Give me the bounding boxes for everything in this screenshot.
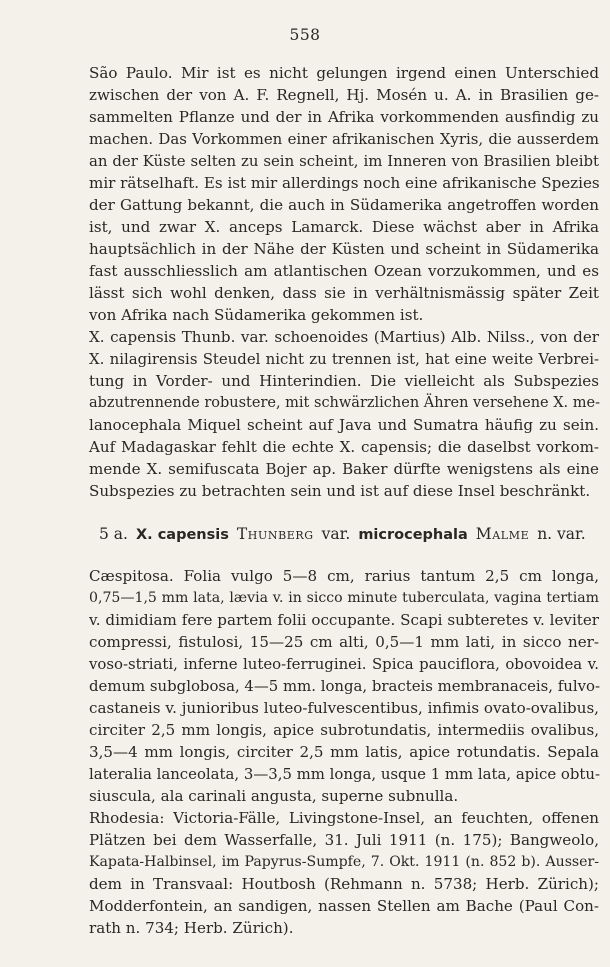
text-line: sammelten Pflanze und der in Afrika vorkommenden ausfindig zu [89,108,599,126]
text-line: mir rätselhaft. Es ist mir allerdings noch eine afrikanische Spezies [89,174,600,192]
text-line: Modderfontein, an sandigen, nassen Stellen am Bache (Paul Con- [89,897,599,915]
text-line: tung in Vorder- und Hinterindien. Die vielleicht als Subspezies [89,372,599,390]
page-number: 558 [289,26,321,44]
variety-name: microcephala [358,527,468,543]
variety-author: Malme [475,525,530,543]
species-author: Thunberg [236,525,314,543]
text-line: Plätzen bei dem Wasserfalle, 31. Juli 1911 (n. 175); Bangweolo, [89,831,599,849]
taxon-number: 5 a. [99,525,128,543]
text-line: circiter 2,5 mm longis, apice subrotundatis, intermediis ovalibus, [89,721,599,739]
text-line: v. dimidiam fere partem folii occupante. Scapi subteretes v. leviter [89,611,599,629]
text-line: abzutrennende robustere, mit schwärzlichen Ähren versehene X. me- [89,395,601,411]
text-line: hauptsächlich in der Nähe der Küsten und scheint in Südamerika [89,240,599,258]
text-line: 3,5—4 mm longis, circiter 2,5 mm latis, apice rotundatis. Sepala [89,743,599,761]
text-line: Rhodesia: Victoria-Fälle, Livingstone-Insel, an feuchten, offenen [89,809,599,827]
text-line: Cæspitosa. Folia vulgo 5—8 cm, rarius tantum 2,5 cm longa, [89,567,599,585]
text-line: fast ausschliesslich am atlantischen Ozean vorzukommen, und es [89,262,599,280]
species-name: X. capensis [135,527,229,543]
text-line: X. capensis Thunb. var. schoenoides (Martius) Alb. Nilss., von der [89,328,599,346]
taxon-heading [99,522,609,546]
text-line: Subspezies zu betrachten sein und ist auf diese Insel beschränkt. [89,482,591,500]
var-label: var. [321,525,351,543]
text-line: dem in Transvaal: Houtbosh (Rehmann n. 5738; Herb. Zürich); [89,875,599,893]
text-line: São Paulo. Mir ist es nicht gelungen irgend einen Unterschied [89,64,599,82]
text-line: compressi, fistulosi, 15—25 cm alti, 0,5—1 mm lati, in sicco ner- [89,633,599,651]
text-line: 0,75—1,5 mm lata, lævia v. in sicco minute tuberculata, vagina tertiam [89,590,599,606]
text-line: machen. Das Vorkommen einer afrikanischen Xyris, die ausserdem [89,130,599,148]
text-line: Auf Madagaskar fehlt die echte X. capensis; die daselbst vorkom- [89,438,599,456]
taxon-status: n. var. [537,525,586,543]
text-line: ist, und zwar X. anceps Lamarck. Diese wächst aber in Afrika [89,218,599,236]
text-line: rath n. 734; Herb. Zürich). [89,919,294,937]
text-line: mende X. semifuscata Bojer ap. Baker dürfte wenigstens als eine [89,460,599,478]
text-line: von Afrika nach Südamerika gekommen ist. [89,306,424,324]
text-line: Kapata-Halbinsel, im Papyrus-Sumpfe, 7. Okt. 1911 (n. 852 b). Ausser- [89,854,599,870]
text-line: lässt sich wohl denken, dass sie in verhältnismässig später Zeit [89,284,599,302]
text-line: der Gattung bekannt, die auch in Südamerika angetroffen worden [89,196,599,214]
text-line: demum subglobosa, 4—5 mm. longa, bracteis membranaceis, fulvo- [89,677,601,695]
text-line: castaneis v. junioribus luteo-fulvescentibus, infimis ovato-ovalibus, [89,699,599,717]
text-line: an der Küste selten zu sein scheint, im Inneren von Brasilien bleibt [89,152,599,170]
text-line: lanocephala Miquel scheint auf Java und Sumatra häufig zu sein. [89,416,599,434]
text-line: siuscula, ala carinali angusta, superne subnulla. [89,787,459,805]
text-line: zwischen der von A. F. Regnell, Hj. Mosén u. A. in Brasilien ge- [89,86,599,104]
text-line: X. nilagirensis Steudel nicht zu trennen ist, hat eine weite Verbrei- [89,350,599,368]
text-line: lateralia lanceolata, 3—3,5 mm longa, usque 1 mm lata, apice obtu- [89,765,601,783]
text-line: voso-striati, inferne luteo-ferruginei. Spica pauciflora, obovoidea v. [89,655,599,673]
